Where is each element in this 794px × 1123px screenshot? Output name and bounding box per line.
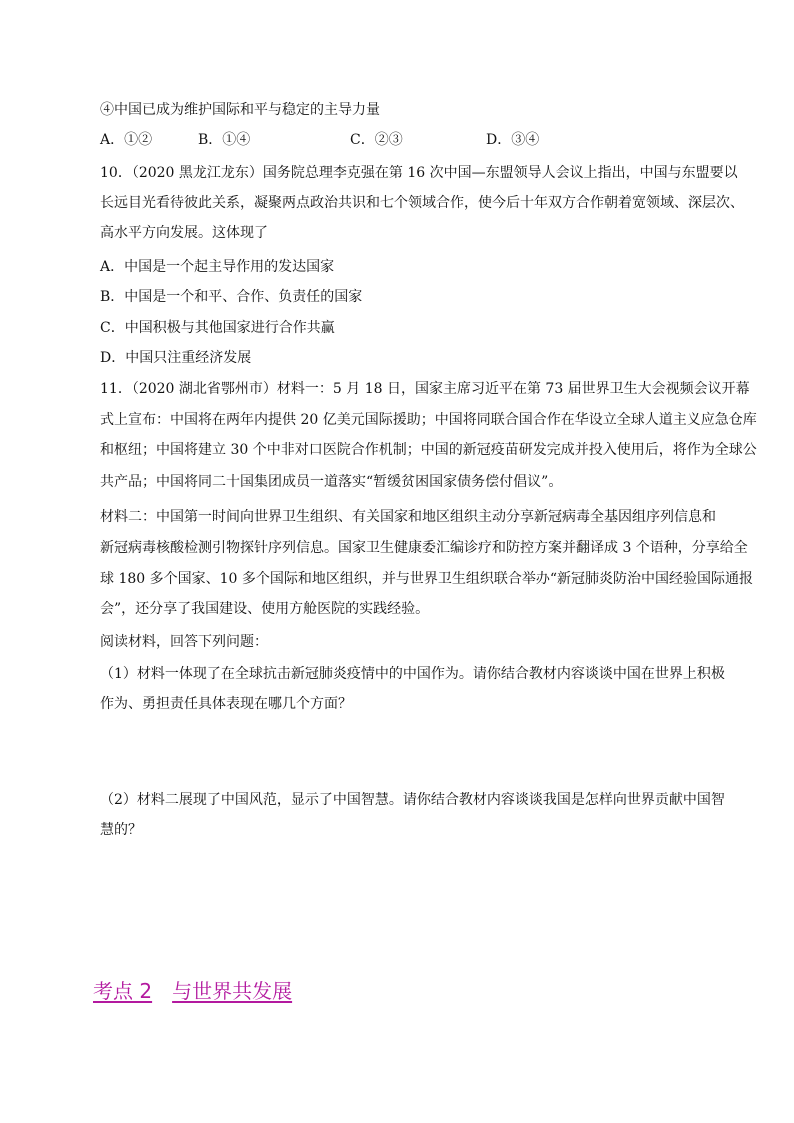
q9-option-d: D．③④ <box>486 132 540 148</box>
q11-material1-line: 和枢纽；中国将建立 30 个中非对口医院合作机制；中国的新冠疫苗研发完成并投入使用后，将作为全球公 <box>100 442 757 458</box>
q11-prompt: 阅读材料，回答下列问题： <box>100 634 268 650</box>
q10-option-d: D．中国只注重经济发展 <box>100 350 252 366</box>
q10-option-c: C．中国积极与其他国家进行合作共赢 <box>100 320 335 336</box>
q11-material2-line: 会”，还分享了我国建设、使用方舱医院的实践经验。 <box>100 601 430 617</box>
q10-stem-line: 长远目光看待彼此关系，凝聚两点政治共识和七个领域合作，使今后十年双方合作朝着宽领域、深层次、 <box>100 195 744 211</box>
q11-material2-line: 球 180 多个国家、10 多个国际和地区组织，并与世界卫生组织联合举办“新冠肺炎防治中国经验国际通报 <box>100 571 754 587</box>
section-heading <box>93 978 292 1004</box>
q11-material2-line: 新冠病毒核酸检测引物探针序列信息。国家卫生健康委汇编诊疗和防控方案并翻译成 3 个语种，分享给全 <box>100 540 748 556</box>
q11-sub2-line: （2）材料二展现了中国风范，显示了中国智慧。请你结合教材内容谈谈我国是怎样向世界贡献中国智 <box>100 792 725 808</box>
q11-material2-line: 材料二：中国第一时间向世界卫生组织、有关国家和地区组织主动分享新冠病毒全基因组序列信息和 <box>100 509 716 525</box>
q11-material1-line: 共产品；中国将同二十国集团成员一道落实“暂缓贫困国家债务偿付倡议”。 <box>100 474 563 490</box>
q11-sub1-line: （1）材料一体现了在全球抗击新冠肺炎疫情中的中国作为。请你结合教材内容谈谈中国在世界上积极 <box>100 666 725 682</box>
q11-sub2-line: 慧的？ <box>100 822 142 838</box>
section-label: 考点 2 <box>93 979 153 1003</box>
q9-option-c: C．②③ <box>350 132 403 148</box>
q9-option-a: A．①② <box>100 132 153 148</box>
q10-stem-line: 高水平方向发展。这体现了 <box>100 225 268 241</box>
section-title: 与世界共发展 <box>172 979 293 1003</box>
q11-material1-line: 式上宣布：中国将在两年内提供 20 亿美元国际援助；中国将同联合国合作在华设立全球人道主义应急仓库 <box>100 412 757 428</box>
q11-material1-line: 11．（2020 湖北省鄂州市）材料一：5 月 18 日，国家主席习近平在第 73 届世界卫生大会视频会议开幕 <box>100 381 750 397</box>
q9-option-b: B．①④ <box>198 132 251 148</box>
q10-option-b: B．中国是一个和平、合作、负责任的国家 <box>100 289 363 305</box>
q11-sub1-line: 作为、勇担责任具体表现在哪几个方面？ <box>100 696 352 712</box>
q9-item-4: ④中国已成为维护国际和平与稳定的主导力量 <box>100 102 380 118</box>
q10-option-a: A．中国是一个起主导作用的发达国家 <box>100 259 335 275</box>
q10-stem-line: 10．（2020 黑龙江龙东）国务院总理李克强在第 16 次中国—东盟领导人会议上指出，中国与东盟要以 <box>100 165 738 181</box>
